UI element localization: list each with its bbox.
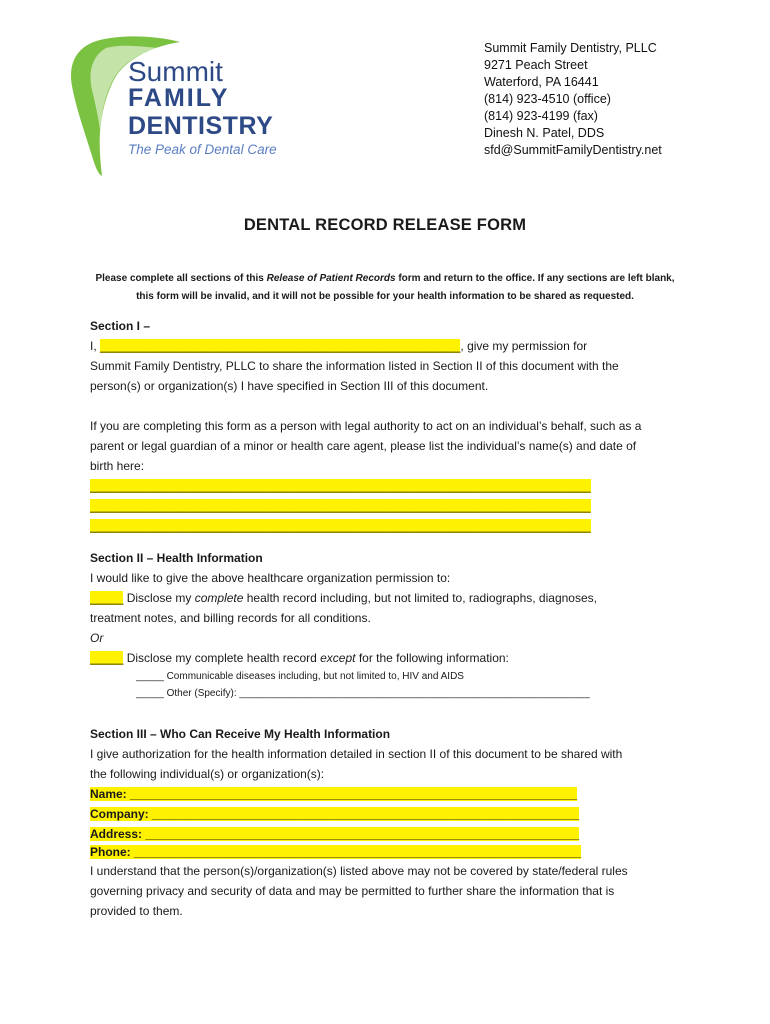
legal-authority-line-1: If you are completing this form as a person with legal authority to act on an individual’s behalf, such as a — [90, 419, 642, 433]
individual-info-field-3[interactable] — [90, 516, 690, 536]
recipient-address-field[interactable]: _________________________________________________________________ — [142, 827, 580, 841]
section-3 — [90, 724, 690, 921]
or-separator: Or — [90, 631, 104, 645]
section-1 — [90, 316, 690, 536]
logo-word-dentistry: DENTISTRY — [128, 112, 274, 140]
logo-word-family: FAMILY — [128, 84, 230, 112]
recipient-company-label: Company: — [90, 807, 149, 821]
recipient-name-label: Name: — [90, 787, 127, 801]
disclaimer-line-2: governing privacy and security of data and may be permitted to further share the information that is — [90, 884, 615, 898]
option-2-text: Disclose my complete health record — [123, 651, 321, 665]
individual-info-blank-1[interactable]: ___________________________________________________________________________ — [90, 479, 591, 493]
section-1-text-line-3: person(s) or organization(s) I have specified in Section III of this document. — [90, 379, 489, 393]
legal-authority-line-2: parent or legal guardian of a minor or health care agent, please list the individual’s name(s) and date of — [90, 439, 637, 453]
individual-info-field-2[interactable] — [90, 496, 690, 516]
section-3-heading: Section III – Who Can Receive My Health Information — [90, 727, 391, 741]
practice-contact-block — [484, 40, 662, 159]
permission-text: , give my permission for — [460, 339, 588, 353]
office-phone: (814) 923-4510 (office) — [484, 92, 611, 106]
option-complete-record — [90, 588, 690, 608]
email-address[interactable]: sfd@SummitFamilyDentistry.net — [484, 143, 662, 157]
disclaimer-line-3: provided to them. — [90, 904, 183, 918]
option-except-checkbox[interactable]: _____ — [90, 651, 124, 665]
form-instructions — [90, 270, 680, 306]
exception-communicable-diseases[interactable]: _____ Communicable diseases including, but not limited to, HIV and AIDS — [136, 671, 464, 682]
instructions-emphasis: Release of Patient Records — [266, 273, 396, 284]
recipient-phone-label: Phone: — [90, 845, 131, 859]
option-2-text-continued: for the following information: — [355, 651, 509, 665]
individual-info-blank-3[interactable]: ___________________________________________________________________________ — [90, 519, 591, 533]
section-2-intro: I would like to give the above healthcare organization permission to: — [90, 571, 451, 585]
section-3-intro-line-1: I give authorization for the health information detailed in section II of this document to be shared with — [90, 747, 623, 761]
legal-authority-line-3: birth here: — [90, 459, 145, 473]
recipient-address-label: Address: — [90, 827, 143, 841]
option-1-text-continued: health record including, but not limited to, radiographs, diagnoses, — [243, 591, 597, 605]
individual-info-blank-2[interactable]: ___________________________________________________________________________ — [90, 499, 591, 513]
fax-number: (814) 923-4199 (fax) — [484, 109, 598, 123]
recipient-phone-field[interactable]: ___________________________________________________________________ — [130, 845, 582, 859]
recipient-name-row — [90, 784, 690, 804]
disclaimer-line-1: I understand that the person(s)/organization(s) listed above may not be covered by state/federal rules — [90, 864, 628, 878]
option-complete-checkbox[interactable]: _____ — [90, 591, 124, 605]
recipient-phone-row — [90, 844, 690, 861]
option-1-emphasis: complete — [194, 591, 244, 605]
section-3-intro-line-2: the following individual(s) or organization(s): — [90, 767, 325, 781]
individual-info-field-1[interactable] — [90, 476, 690, 496]
option-except-record — [90, 648, 690, 668]
option-2-emphasis: except — [320, 651, 356, 665]
section-1-text-line-2: Summit Family Dentistry, PLLC to share the information listed in Section II of this document with the — [90, 359, 619, 373]
i-prefix: I, — [90, 339, 101, 353]
recipient-company-field[interactable]: ________________________________________________________________ — [148, 807, 580, 821]
patient-name-field[interactable]: ______________________________________________________ — [100, 339, 461, 353]
form-title: DENTAL RECORD RELEASE FORM — [243, 216, 527, 234]
practice-name: Summit Family Dentistry, PLLC — [484, 41, 657, 55]
section-2-heading: Section II – Health Information — [90, 551, 263, 565]
dentist-name: Dinesh N. Patel, DDS — [484, 126, 605, 140]
option-1-line-2: treatment notes, and billing records for all conditions. — [90, 611, 371, 625]
exception-other-specify[interactable]: _____ Other (Specify): _______________________________________________________________ — [136, 688, 590, 699]
street-address: 9271 Peach Street — [484, 58, 588, 72]
instructions-text-continued: form and return to the office. If any sections are left blank, this form will be invalid, and it will not be possible for your health information to be shared as requested. — [136, 273, 675, 302]
logo-tagline: The Peak of Dental Care — [128, 142, 277, 157]
instructions-text: Please complete all sections of this — [95, 273, 267, 284]
section-1-heading: Section I – — [90, 319, 151, 333]
section-2 — [90, 548, 690, 702]
recipient-name-field[interactable]: ___________________________________________________________________ — [126, 787, 578, 801]
logo-word-summit: Summit — [128, 56, 223, 87]
city-state-zip: Waterford, PA 16441 — [484, 75, 599, 89]
patient-name-line — [90, 336, 690, 356]
recipient-address-row — [90, 824, 690, 844]
recipient-company-row — [90, 804, 690, 824]
option-1-text: Disclose my — [123, 591, 195, 605]
